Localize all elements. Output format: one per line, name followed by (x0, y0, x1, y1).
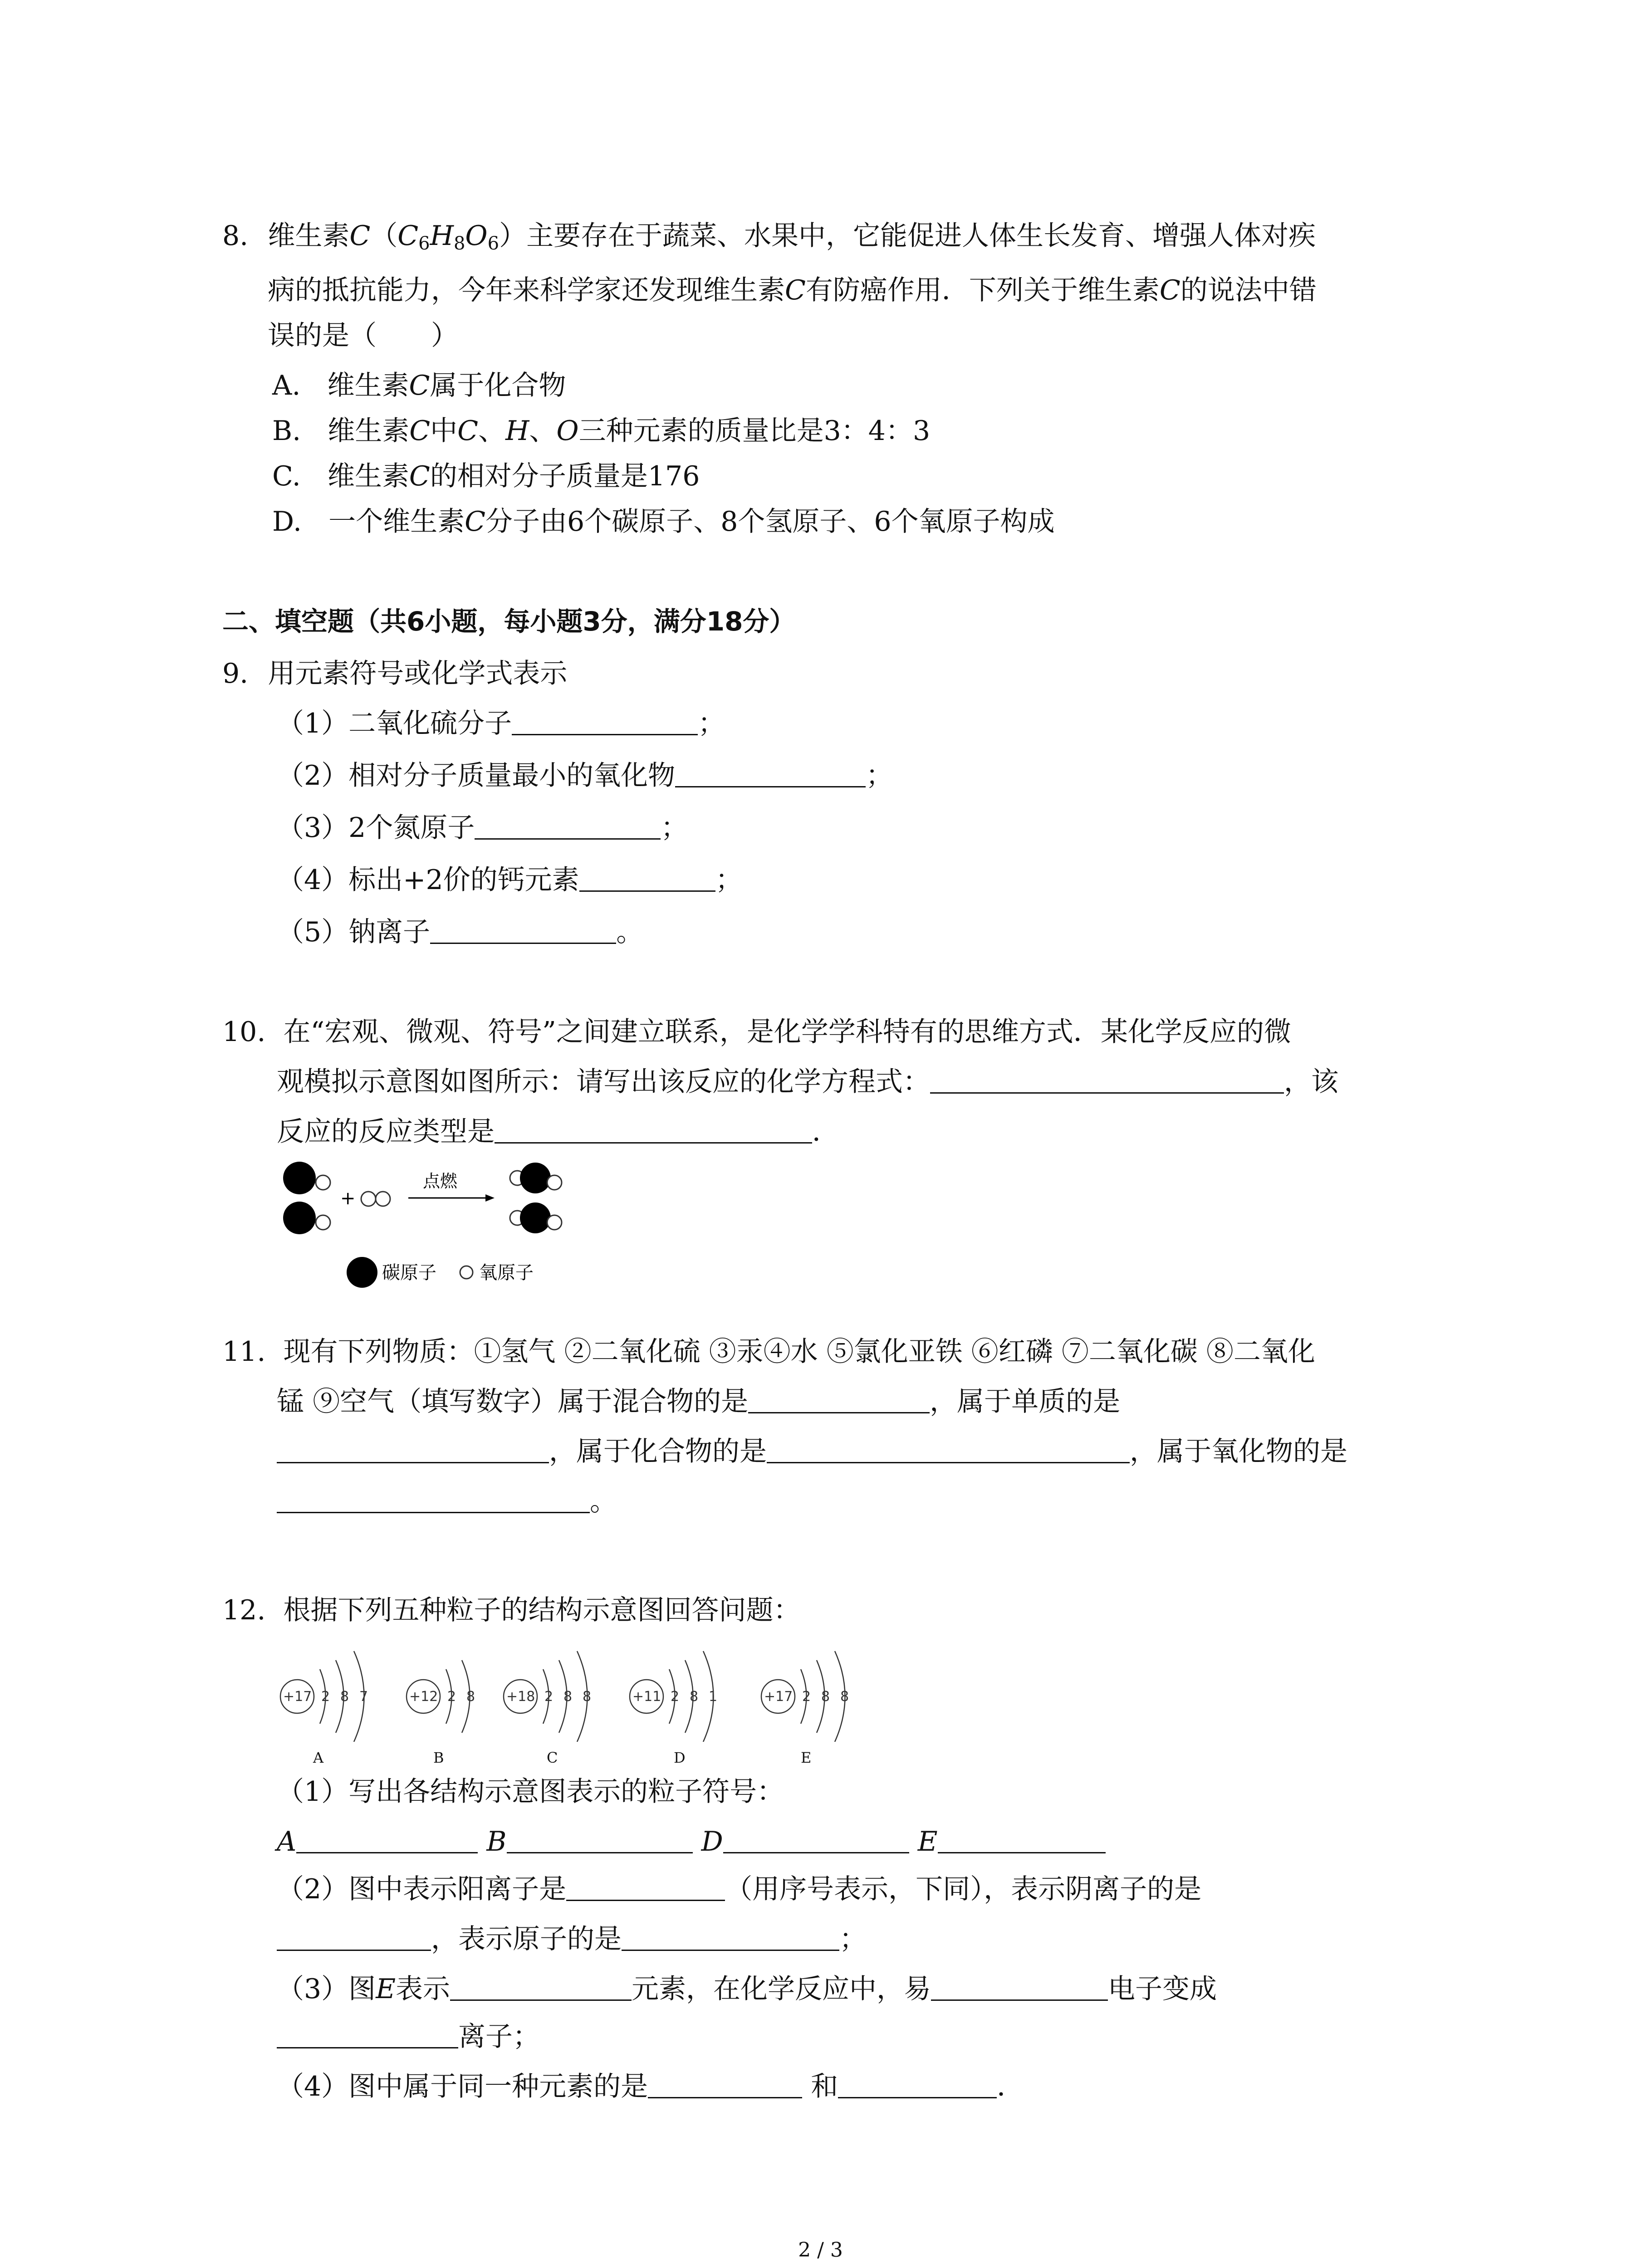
q9-number: 9. (222, 658, 249, 689)
particle-b-shell-1: 2 (447, 1689, 456, 1705)
section-2-heading: 二、填空题（共6小题，每小题3分，满分18分） (222, 606, 796, 637)
q9-item-4-answer-blank[interactable] (579, 863, 715, 892)
q8-option-b-text-c: 三种元素的质量比是3：4：3 (578, 415, 931, 447)
q12-symbol-d-label: D (701, 1826, 723, 1857)
reactant-carbon-1 (283, 1162, 316, 1194)
q8-option-b-text-b: 中 (430, 415, 458, 447)
product-1-oxygen-right (547, 1175, 562, 1190)
q10-line-3 (277, 1114, 839, 1150)
particle-e-shell-3: 8 (840, 1689, 849, 1705)
q9-item-4 (277, 862, 743, 898)
particle-c-nucleus: +18 (506, 1689, 535, 1705)
particle-b-label: B (433, 1749, 444, 1766)
arrow-label: 点燃 (423, 1171, 458, 1191)
product-2-carbon (520, 1202, 551, 1233)
q11-line3-a: ，属于化合物的是 (549, 1436, 767, 1467)
q12-symbol-e-blank[interactable] (938, 1825, 1106, 1853)
q9-item-1-label: （1）二氧化硫分子 (277, 708, 512, 739)
q8-stem-b: 主要存在于蔬菜、水果中，它能促进人体生长发育、增强人体对疾 (526, 220, 1316, 252)
particle-a-shell-1: 2 (321, 1689, 330, 1705)
legend-oxygen-icon (460, 1266, 473, 1279)
q12-stem-text: 根据下列五种粒子的结构示意图回答问题： (283, 1594, 801, 1626)
q10-equation-blank[interactable] (930, 1065, 1284, 1094)
q9-item-2-label: （2）相对分子质量最小的氧化物 (277, 760, 676, 792)
q8-option-b-o: O (556, 415, 579, 447)
q12-symbol-a-blank[interactable] (296, 1825, 478, 1853)
q12-p3-e: E (376, 1973, 396, 2005)
q9-item-1-end: ； (698, 708, 725, 739)
q8-line-3: 误的是（ ） (268, 320, 458, 352)
q12-symbol-b-label: B (486, 1826, 507, 1857)
q9-item-1-answer-blank[interactable] (512, 707, 698, 735)
particle-b (407, 1660, 475, 1733)
q9-stem-text: 用元素符号或化学式表示 (268, 658, 568, 689)
q10-line-1 (222, 1014, 1291, 1050)
particle-a-nucleus: +17 (283, 1689, 312, 1705)
q8-sub-6b: 6 (487, 233, 500, 254)
q12-part-1: （1）写出各结构示意图表示的粒子符号： (277, 1776, 784, 1808)
q8-option-a[interactable] (272, 367, 566, 404)
q8-option-b-sep1: 、 (478, 415, 506, 447)
q12-part-3-line-2 (277, 2019, 540, 2055)
reaction-arrow-head (485, 1194, 495, 1202)
legend-oxygen-label: 氧原子 (479, 1262, 534, 1283)
q9-item-2 (277, 758, 893, 794)
legend-carbon-icon (347, 1257, 377, 1288)
q12-ion-type-blank[interactable] (277, 2020, 458, 2048)
q8-formula-h: H (430, 220, 454, 252)
q9-item-1 (277, 705, 725, 742)
q12-stem (222, 1592, 801, 1628)
q10-line3-b: ． (812, 1116, 839, 1148)
q11-compound-blank[interactable] (767, 1435, 1130, 1463)
q12-particle-diagrams (277, 1633, 912, 1742)
q8-sub-6a: 6 (418, 233, 430, 254)
q11-number: 11. (222, 1336, 266, 1368)
q12-same-element-blank-2[interactable] (838, 2070, 997, 2098)
q12-part-2-line-1 (277, 1871, 1201, 1907)
q9-item-3-end: ； (661, 812, 688, 844)
particle-d (630, 1651, 717, 1742)
q12-p3-c: 元素，在化学反应中，易 (632, 1973, 931, 2005)
particle-c-shell-3: 8 (583, 1689, 592, 1705)
q12-atom-blank[interactable] (622, 1922, 839, 1951)
q9-stem (222, 655, 567, 692)
q12-part-1-answers (277, 1823, 1106, 1860)
q12-p4-a: （4）图中属于同一种元素的是 (277, 2071, 648, 2102)
reactant-carbon-2 (283, 1202, 316, 1234)
q9-item-2-end: ； (866, 760, 893, 792)
q8-paren-open: （ (370, 220, 398, 252)
particle-a-shell-2: 8 (340, 1689, 349, 1705)
q8-line-2 (268, 272, 1317, 308)
q9-item-5 (277, 914, 643, 950)
q12-p4-b: 和 (802, 2071, 838, 2102)
q12-part-2-line-2 (277, 1921, 867, 1957)
q12-p2-d: ； (839, 1923, 867, 1955)
q12-part-3-line-1 (277, 1971, 1217, 2007)
q10-line1-text: 在“宏观、微观、符号”之间建立联系，是化学学科特有的思维方式．某化学反应的微 (283, 1016, 1291, 1048)
q12-p3-b: 表示 (396, 1973, 450, 2005)
q9-item-3 (277, 810, 688, 846)
q10-line3-a: 反应的反应类型是 (277, 1116, 495, 1148)
q8-number: 8. (222, 220, 249, 252)
q8-line2-c1: C (785, 274, 806, 306)
q12-p3-a: （3）图 (277, 1973, 376, 2005)
q12-p2-b: （用序号表示，下同），表示阴离子的是 (725, 1873, 1202, 1905)
q8-option-c-label: C. (272, 460, 301, 492)
legend-carbon-label: 碳原子 (382, 1262, 436, 1283)
q8-option-c[interactable] (272, 458, 700, 494)
q10-reaction-type-blank[interactable] (495, 1115, 812, 1144)
q12-p4-c: ． (997, 2071, 1024, 2102)
q11-line1-text: 现有下列物质：①氢气 ②二氧化硫 ③汞④水 ⑤氯化亚铁 ⑥红磷 ⑦二氧化碳 ⑧二氧化 (283, 1336, 1315, 1368)
q9-item-4-end: ； (715, 864, 743, 896)
q9-item-5-answer-blank[interactable] (430, 915, 616, 944)
q11-line-1 (222, 1334, 1315, 1370)
q11-line-4 (277, 1483, 617, 1520)
page-number: 2 / 3 (798, 2239, 843, 2262)
particle-d-shell-1: 2 (671, 1689, 680, 1705)
q11-line2-b: ，属于单质的是 (930, 1386, 1121, 1418)
q11-element-blank[interactable] (277, 1435, 549, 1463)
q9-item-3-label: （3）2个氮原子 (277, 812, 475, 844)
q12-symbol-d-blank[interactable] (723, 1825, 909, 1853)
q8-option-b-text-a: 维生素 (328, 415, 410, 447)
q11-line3-b: ，属于氧化物的是 (1130, 1436, 1347, 1467)
q12-p3-d: 电子变成 (1108, 1973, 1217, 2005)
q8-option-b[interactable] (272, 413, 930, 449)
q12-p3-f: 离子； (458, 2021, 540, 2053)
q9-item-5-label: （5）钠离子 (277, 916, 431, 948)
particle-d-label: D (674, 1749, 686, 1766)
particle-d-shell-3: 1 (709, 1689, 718, 1705)
q8-option-a-label: A. (272, 370, 301, 401)
q11-line-3 (277, 1433, 1347, 1470)
oxygen-molecule-atom-2 (376, 1192, 390, 1206)
q8-line-1 (222, 218, 1316, 262)
particle-e-nucleus: +17 (764, 1689, 793, 1705)
q8-line2-a: 病的抵抗能力，今年来科学家还发现维生素 (268, 274, 785, 306)
q12-p2-c: ，表示原子的是 (431, 1923, 622, 1955)
q12-same-element-blank-1[interactable] (648, 2070, 802, 2098)
q12-part-4 (277, 2068, 1024, 2105)
q12-anion-blank[interactable] (277, 1922, 431, 1951)
q9-item-2-answer-blank[interactable] (675, 759, 866, 787)
q8-option-b-c2: C (457, 415, 479, 447)
q8-option-a-text-a: 维生素 (327, 370, 409, 401)
q10-line2-a: 观模拟示意图如图所示：请写出该反应的化学方程式： (277, 1066, 930, 1098)
particle-c-shell-2: 8 (563, 1689, 573, 1705)
q9-item-5-end: 。 (616, 916, 644, 948)
particle-b-shell-2: 8 (466, 1689, 475, 1705)
particle-e-shell-1: 2 (802, 1689, 811, 1705)
particle-a (280, 1651, 368, 1742)
q12-symbol-e-label: E (917, 1826, 938, 1857)
q11-oxide-blank[interactable] (277, 1485, 590, 1513)
particle-c-label: C (547, 1749, 558, 1766)
q9-item-4-label: （4）标出+2价的钙元素 (277, 864, 579, 896)
q12-number: 12. (222, 1594, 266, 1626)
q8-option-c-text-a: 维生素 (327, 460, 409, 492)
q12-symbol-a-label: A (277, 1826, 297, 1857)
particle-e-label: E (801, 1749, 812, 1766)
q8-option-d[interactable] (272, 503, 1055, 540)
q8-option-b-c1: C (409, 415, 431, 447)
q12-cation-blank[interactable] (566, 1872, 725, 1901)
q12-symbol-b-blank[interactable] (507, 1825, 693, 1853)
reactant-oxygen-2 (316, 1215, 330, 1230)
q11-line-2 (277, 1383, 1120, 1420)
q8-option-c-c: C (409, 460, 430, 492)
q11-mixture-blank[interactable] (748, 1385, 930, 1413)
q8-option-d-label: D. (272, 506, 302, 538)
q8-line2-c2: C (1159, 274, 1181, 306)
q12-element-name-blank[interactable] (450, 1972, 632, 2001)
particle-a-label: A (313, 1749, 324, 1766)
particle-c (504, 1651, 591, 1742)
q8-paren-close: ） (499, 220, 527, 252)
q8-formula-o: O (465, 220, 488, 252)
product-1-carbon (520, 1163, 551, 1193)
q8-option-d-text-a: 一个维生素 (328, 506, 465, 538)
q8-option-d-c: C (465, 506, 486, 538)
particle-c-shell-1: 2 (544, 1689, 554, 1705)
q11-line2-a: 锰 ⑨空气（填写数字）属于混合物的是 (277, 1386, 749, 1418)
q9-item-3-answer-blank[interactable] (475, 811, 661, 840)
plus-sign: + (340, 1188, 356, 1209)
q8-vitamin-c: C (349, 220, 371, 252)
q12-p2-a: （2）图中表示阳离子是 (277, 1873, 567, 1905)
q12-gain-lose-blank[interactable] (931, 1972, 1108, 2001)
particle-e-shell-2: 8 (821, 1689, 830, 1705)
q8-option-b-h: H (505, 415, 529, 447)
particle-d-nucleus: +11 (632, 1689, 661, 1705)
reactant-oxygen-1 (316, 1175, 330, 1190)
q8-stem-a: 维生素 (268, 220, 350, 252)
q10-line2-b: ，该 (1284, 1066, 1338, 1098)
q8-line2-c: 的说法中错 (1180, 274, 1317, 306)
q8-option-b-label: B. (272, 415, 301, 447)
q10-line-2 (277, 1064, 1338, 1100)
q8-line2-b: 有防癌作用．下列关于维生素 (805, 274, 1160, 306)
particle-e (761, 1651, 849, 1742)
particle-a-shell-3: 7 (359, 1689, 368, 1705)
product-2-oxygen-right (547, 1215, 562, 1230)
q10-number: 10. (222, 1016, 266, 1048)
q8-option-d-text-b: 分子由6个碳原子、8个氢原子、6个氧原子构成 (485, 506, 1055, 538)
q10-reaction-diagram (272, 1159, 617, 1290)
particle-d-shell-2: 8 (690, 1689, 699, 1705)
q8-sub-8: 8 (453, 233, 465, 254)
q8-option-a-text-b: 属于化合物 (430, 370, 566, 401)
q8-option-c-text-b: 的相对分子质量是176 (430, 460, 700, 492)
q11-line4-end: 。 (590, 1486, 617, 1517)
particle-b-nucleus: +12 (409, 1689, 438, 1705)
q8-formula-c: C (397, 220, 419, 252)
q8-option-b-sep2: 、 (529, 415, 557, 447)
oxygen-molecule-atom-1 (361, 1192, 376, 1206)
q8-option-a-c: C (409, 370, 430, 401)
